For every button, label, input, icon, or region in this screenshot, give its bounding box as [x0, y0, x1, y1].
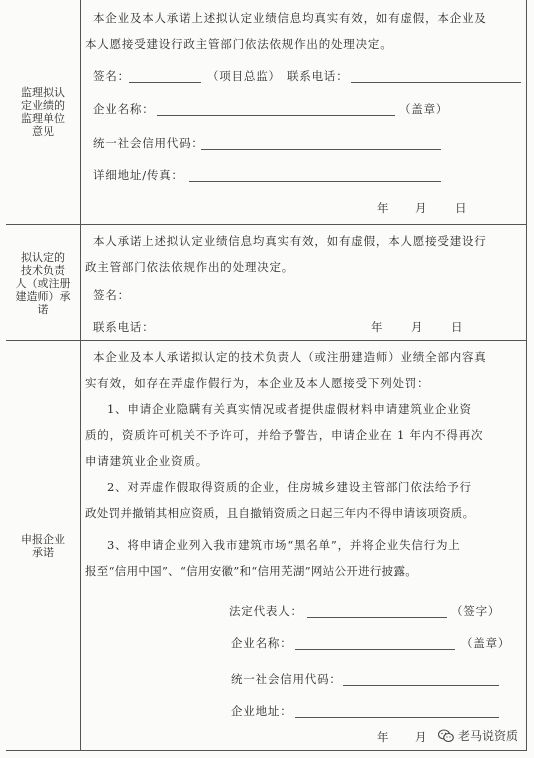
item-2-line-1: 2、对弄虚作假取得资质的企业，住房城乡建设主管部门依法给予行: [107, 480, 472, 494]
address-fax-label: 详细地址/传真：: [93, 168, 184, 182]
commitment-form: [6, 0, 527, 751]
date-month: 月: [411, 320, 424, 334]
phone-label: 联系电话：: [93, 320, 155, 334]
supervisor-opinion-section: [6, 0, 526, 224]
phone-label: 联系电话：: [287, 69, 349, 83]
tech-lead-statement-line-2: 政主管部门依法依规作出的处理决定。: [85, 260, 295, 274]
credit-code-label: 统一社会信用代码：: [231, 672, 342, 686]
date-day: 日: [455, 201, 468, 215]
date-year: 年: [377, 730, 390, 744]
tech-lead-commitment-section: [6, 224, 526, 341]
intro-line-2: 实有效，如存在弄虚作假行为，本企业及本人愿接受下列处罚：: [85, 376, 430, 390]
project-chief-label: （项目总监）: [207, 69, 281, 83]
company-name-line[interactable]: [157, 115, 395, 116]
credit-code-line[interactable]: [343, 685, 499, 686]
item-3-line-2: 报至“信用中国”、“信用安徽”和“信用芜湖”网站公开进行披露。: [85, 564, 418, 578]
intro-line-1: 本企业及本人承诺拟认定的技术负责人（或注册建造师）业绩全部内容真: [93, 350, 487, 364]
seal-label: （盖章）: [461, 636, 511, 650]
section-label-cell: [6, 341, 81, 751]
tech-lead-section-label: 拟认定的 技术负责 人（或注册 建造师）承 诺: [15, 250, 71, 316]
section-label-cell: [6, 225, 81, 341]
legal-rep-label: 法定代表人：: [229, 604, 303, 618]
address-label: 企业地址：: [231, 704, 293, 718]
item-2-line-2: 政处罚并撤销其相应资质，且自撤销资质之日起三年内不得申请该项资质。: [85, 506, 475, 520]
company-name-label: 企业名称：: [231, 636, 293, 650]
watermark: [438, 727, 518, 744]
signature-mark: （签字）: [451, 604, 501, 618]
sign-label: 签名：: [93, 69, 130, 83]
applicant-section-content: [81, 341, 526, 751]
section-label-cell: [6, 0, 81, 224]
item-1-line-2: 质的，资质许可机关不予许可，并给予警告，申请企业在 1 年内不得再次: [85, 428, 484, 442]
supervisor-section-label: 监理拟认 定业绩的 监理单位 意见: [21, 86, 65, 138]
date-year: 年: [371, 320, 384, 334]
address-fax-line[interactable]: [189, 181, 441, 182]
sign-line[interactable]: [129, 82, 201, 83]
sign-label: 签名：: [93, 288, 130, 302]
seal-label: （盖章）: [399, 102, 449, 116]
date-year: 年: [377, 201, 390, 215]
supervisor-section-content: [81, 0, 526, 224]
date-month: 月: [415, 730, 428, 744]
watermark-text: 老马说资质: [457, 729, 518, 743]
company-name-label: 企业名称：: [93, 102, 155, 116]
credit-code-line[interactable]: [201, 149, 441, 150]
item-1-line-1: 1、申请企业隐瞒有关真实情况或者提供虚假材料申请建筑业企业资: [107, 402, 472, 416]
supervisor-statement-line-2: 本人愿接受建设行政主管部门依法依规作出的处理决定。: [85, 37, 393, 51]
tech-lead-statement-line-1: 本人承诺上述拟认定业绩信息均真实有效，如有虚假，本人愿接受建设行: [93, 234, 487, 248]
credit-code-label: 统一社会信用代码：: [93, 136, 204, 150]
company-name-line[interactable]: [295, 649, 455, 650]
legal-rep-line[interactable]: [307, 617, 447, 618]
date-month: 月: [415, 201, 428, 215]
applicant-section-label: 申报企业 承诺: [21, 533, 65, 559]
date-day: 日: [451, 320, 464, 334]
tech-lead-section-content: [81, 225, 526, 341]
wechat-icon: [438, 729, 454, 743]
supervisor-statement-line-1: 本企业及本人承诺上述拟认定业绩信息均真实有效，如有虚假，本企业及: [93, 11, 487, 25]
address-line[interactable]: [295, 717, 499, 718]
item-1-line-3: 申请建筑业企业资质。: [85, 454, 208, 468]
applicant-commitment-section: [6, 340, 526, 751]
phone-line[interactable]: [351, 82, 521, 83]
item-3-line-1: 3、将申请企业列入我市建筑市场“黑名单”，并将企业失信行为上: [107, 538, 461, 552]
